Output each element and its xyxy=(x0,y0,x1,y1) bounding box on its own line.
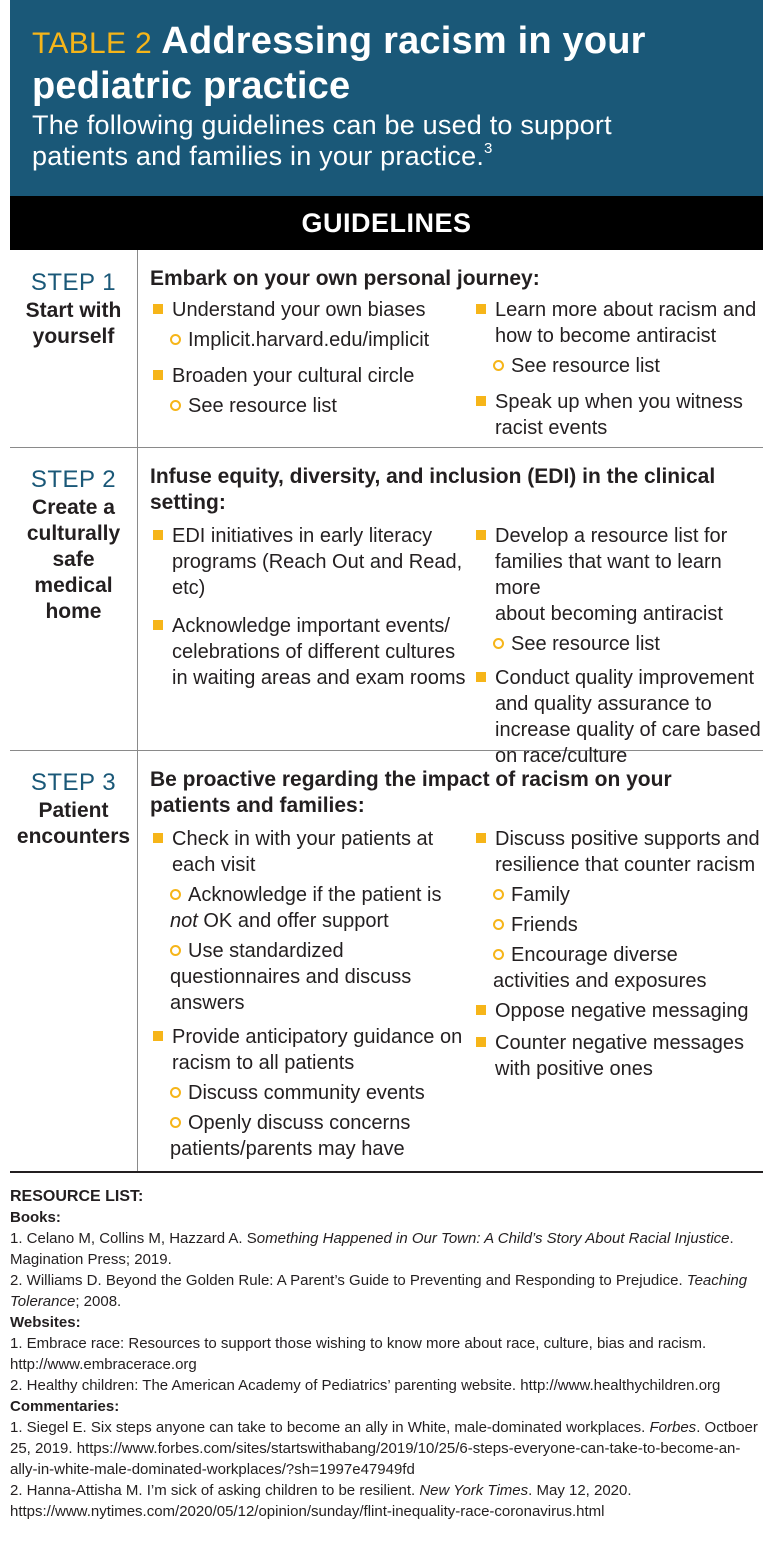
resource-entry-text: 1. Celano M, Collins M, Hazzard A. S xyxy=(10,1230,257,1247)
bullet-line: Check in with your patients at xyxy=(172,828,434,850)
bullet-line: Counter negative messages xyxy=(495,1032,745,1054)
bullet-line: EDI initiatives in early literacy xyxy=(172,525,433,547)
resource-list-title: RESOURCE LIST: xyxy=(10,1188,144,1205)
bullet-item xyxy=(473,998,763,1024)
sub-bullet-item xyxy=(150,327,468,353)
step-name-line: yourself xyxy=(32,325,115,348)
step-heading-line: Embark on your own personal journey: xyxy=(150,267,540,290)
step-heading-line: patients and families: xyxy=(150,794,365,817)
resource-entry-text: 2. Healthy children: The American Academy of Pediatrics’ parenting website. http://www.healthychildren.org xyxy=(10,1377,721,1394)
sub-bullet-item xyxy=(473,882,763,908)
bullet-item xyxy=(473,389,763,441)
bullet-line: activities and exposures xyxy=(493,970,707,992)
step-number: STEP 2 xyxy=(30,466,117,493)
bullet-line: and quality assurance to xyxy=(495,693,712,715)
bullet-line: resilience that counter racism xyxy=(495,854,756,876)
sub-bullet-item xyxy=(150,393,468,419)
resource-entry xyxy=(10,1480,763,1522)
bullet-line: racism to all patients xyxy=(172,1052,355,1074)
step-heading-line: Be proactive regarding the impact of racism on your xyxy=(150,768,672,791)
bullet-line: in waiting areas and exam rooms xyxy=(172,667,466,689)
step-name-line: Start with xyxy=(25,299,122,322)
resource-entry xyxy=(10,1228,763,1270)
bullet-line: questionnaires and discuss xyxy=(170,966,412,988)
bullet-line: programs (Reach Out and Read, xyxy=(172,551,463,573)
bullet-item xyxy=(473,1030,763,1082)
sub-bullet-item xyxy=(150,938,468,1016)
bullet-item xyxy=(150,363,468,389)
resource-entry-italic: New York Times xyxy=(419,1482,529,1499)
resource-entry-text-end: . Magination Press; 2019. xyxy=(10,1230,734,1268)
bullet-line: about becoming antiracist xyxy=(495,603,723,625)
resource-entry xyxy=(10,1270,763,1312)
bullet-line: not OK and offer support xyxy=(170,910,389,932)
resource-entry-italic: omething Happened in Our Town: A Child’s Story About Racial Injustice xyxy=(256,1230,730,1247)
resource-section-heading: Commentaries: xyxy=(10,1398,120,1415)
step-label-1 xyxy=(10,268,137,350)
bullet-line: increase quality of care based xyxy=(495,719,761,741)
step-name-line: safe xyxy=(52,548,95,571)
reference-superscript: 3 xyxy=(484,140,493,157)
bullet-item xyxy=(473,297,763,349)
left-bullet-column xyxy=(150,297,468,419)
bullet-item xyxy=(473,826,763,878)
resource-section-heading: Websites: xyxy=(10,1314,81,1331)
left-bullet-column xyxy=(150,826,468,1162)
resource-section-heading: Books: xyxy=(10,1209,61,1226)
bullet-item xyxy=(150,523,468,601)
step-heading-line: setting: xyxy=(150,491,226,514)
bullet-line: with positive ones xyxy=(495,1058,653,1080)
bullet-item xyxy=(150,613,468,691)
table-title xyxy=(32,20,763,65)
bullet-line: Acknowledge important events/ xyxy=(172,615,450,637)
resource-entry-text: 1. Embrace race: Resources to support those wishing to know more about race, culture, bias and racism. http://www.embracerace.org xyxy=(10,1335,707,1373)
bullet-line: celebrations of different cultures xyxy=(172,641,456,663)
bullet-line: Oppose negative messaging xyxy=(495,1000,749,1022)
bullet-line: Speak up when you witness xyxy=(495,391,743,413)
bullet-line: families that want to learn more xyxy=(495,551,722,599)
bullet-line: Provide anticipatory guidance on xyxy=(172,1026,463,1048)
bullet-item xyxy=(150,826,468,878)
left-bullet-column xyxy=(150,523,468,691)
bullet-item xyxy=(473,665,763,769)
bullet-line: Develop a resource list for xyxy=(495,525,728,547)
bullet-line: racist events xyxy=(495,417,608,439)
bullet-item xyxy=(150,1024,468,1076)
bullet-line: Discuss positive supports and xyxy=(495,828,760,850)
sub-bullet-item xyxy=(150,882,468,934)
step-number: STEP 3 xyxy=(30,769,117,796)
resource-list xyxy=(10,1186,763,1522)
bullet-line: Conduct quality improvement xyxy=(495,667,755,689)
bullet-line: Learn more about racism and xyxy=(495,299,757,321)
subtitle-line-2 xyxy=(32,141,763,172)
table-header xyxy=(10,0,763,196)
bullet-line: Implicit.harvard.edu/implicit xyxy=(188,329,430,351)
bullet-line: Understand your own biases xyxy=(172,299,426,321)
bullet-line: Broaden your cultural circle xyxy=(172,365,415,387)
bullet-item xyxy=(473,523,763,627)
step-name-line: home xyxy=(45,600,102,623)
bullet-item xyxy=(150,297,468,323)
subtitle-line-1: The following guidelines can be used to support xyxy=(32,110,612,140)
step-column-divider xyxy=(137,750,138,1172)
step-heading xyxy=(150,266,750,292)
resource-entry xyxy=(10,1417,763,1480)
bullet-line: Openly discuss concerns xyxy=(188,1112,411,1134)
title-line-2: pediatric practice xyxy=(32,65,351,107)
right-bullet-column xyxy=(473,826,763,1082)
step-label-2 xyxy=(10,465,137,625)
sub-bullet-item xyxy=(473,631,763,657)
row-divider xyxy=(10,1171,763,1173)
bullet-line: how to become antiracist xyxy=(495,325,717,347)
bullet-line: each visit xyxy=(172,854,256,876)
guidelines-band: GUIDELINES xyxy=(10,196,763,250)
bullet-line: See resource list xyxy=(511,633,660,655)
step-heading xyxy=(150,767,750,819)
step-heading-line: Infuse equity, diversity, and inclusion (EDI) in the clinical xyxy=(150,465,716,488)
right-bullet-column xyxy=(473,297,763,441)
bullet-line: Encourage diverse xyxy=(511,944,678,966)
step-name-line: Patient xyxy=(38,799,109,822)
resource-entry-italic: Teaching Tolerance xyxy=(10,1272,748,1310)
bullet-line: See resource list xyxy=(188,395,337,417)
resource-entry-text-end: ; 2008. xyxy=(75,1293,122,1310)
bullet-line: Family xyxy=(511,884,570,906)
sub-bullet-item xyxy=(473,912,763,938)
title-line-1: Addressing racism in your xyxy=(161,20,646,62)
step-column-divider xyxy=(137,447,138,750)
resource-entry-text-end: . May 12, 2020. https://www.nytimes.com/2020/05/12/opinion/sunday/flint-inequality-race-coronavirus.html xyxy=(10,1482,632,1520)
step-name-line: Create a xyxy=(32,496,115,519)
row-divider xyxy=(10,447,763,448)
table-subtitle xyxy=(32,110,763,172)
sub-bullet-item xyxy=(473,353,763,379)
resource-entry-text: 2. Williams D. Beyond the Golden Rule: A Parent’s Guide to Preventing and Responding to Prejudice. xyxy=(10,1272,687,1289)
bullet-line: etc) xyxy=(172,577,206,599)
bullet-line: Use standardized xyxy=(188,940,344,962)
bullet-line: on race/culture xyxy=(495,745,628,767)
step-column-divider xyxy=(137,250,138,447)
step-number: STEP 1 xyxy=(30,269,117,296)
sub-bullet-item xyxy=(473,942,763,994)
subtitle-line-2-text: patients and families in your practice. xyxy=(32,141,485,171)
resource-entry-italic: Forbes xyxy=(649,1419,697,1436)
resource-entry-text-end: . Octboer 25, 2019. https://www.forbes.com/sites/startswithabang/2019/10/25/6-steps-everyone-can-take-to-become-an-ally-in-white-male-dominated-workplaces/?sh=1997e47949fd xyxy=(10,1419,758,1478)
bullet-line: Discuss community events xyxy=(188,1082,425,1104)
sub-bullet-item xyxy=(150,1080,468,1106)
step-name-line: culturally xyxy=(26,522,121,545)
resource-entry xyxy=(10,1375,763,1396)
bullet-line: Friends xyxy=(511,914,578,936)
resource-entry-text: 1. Siegel E. Six steps anyone can take to become an ally in White, male-dominated workplaces. xyxy=(10,1419,650,1436)
bullet-line: answers xyxy=(170,992,245,1014)
step-name-line: medical xyxy=(34,574,113,597)
step-label-3 xyxy=(10,768,137,850)
bullet-line: See resource list xyxy=(511,355,660,377)
bullet-line: Acknowledge if the patient is xyxy=(188,884,442,906)
table-number-label: TABLE 2 xyxy=(32,27,152,60)
sub-bullet-item xyxy=(150,1110,468,1162)
resource-entry xyxy=(10,1333,763,1375)
step-name-line: encounters xyxy=(16,825,131,848)
bullet-line: patients/parents may have xyxy=(170,1138,405,1160)
right-bullet-column xyxy=(473,523,763,769)
resource-entry-text: 2. Hanna-Attisha M. I’m sick of asking children to be resilient. xyxy=(10,1482,420,1499)
step-heading xyxy=(150,464,750,516)
